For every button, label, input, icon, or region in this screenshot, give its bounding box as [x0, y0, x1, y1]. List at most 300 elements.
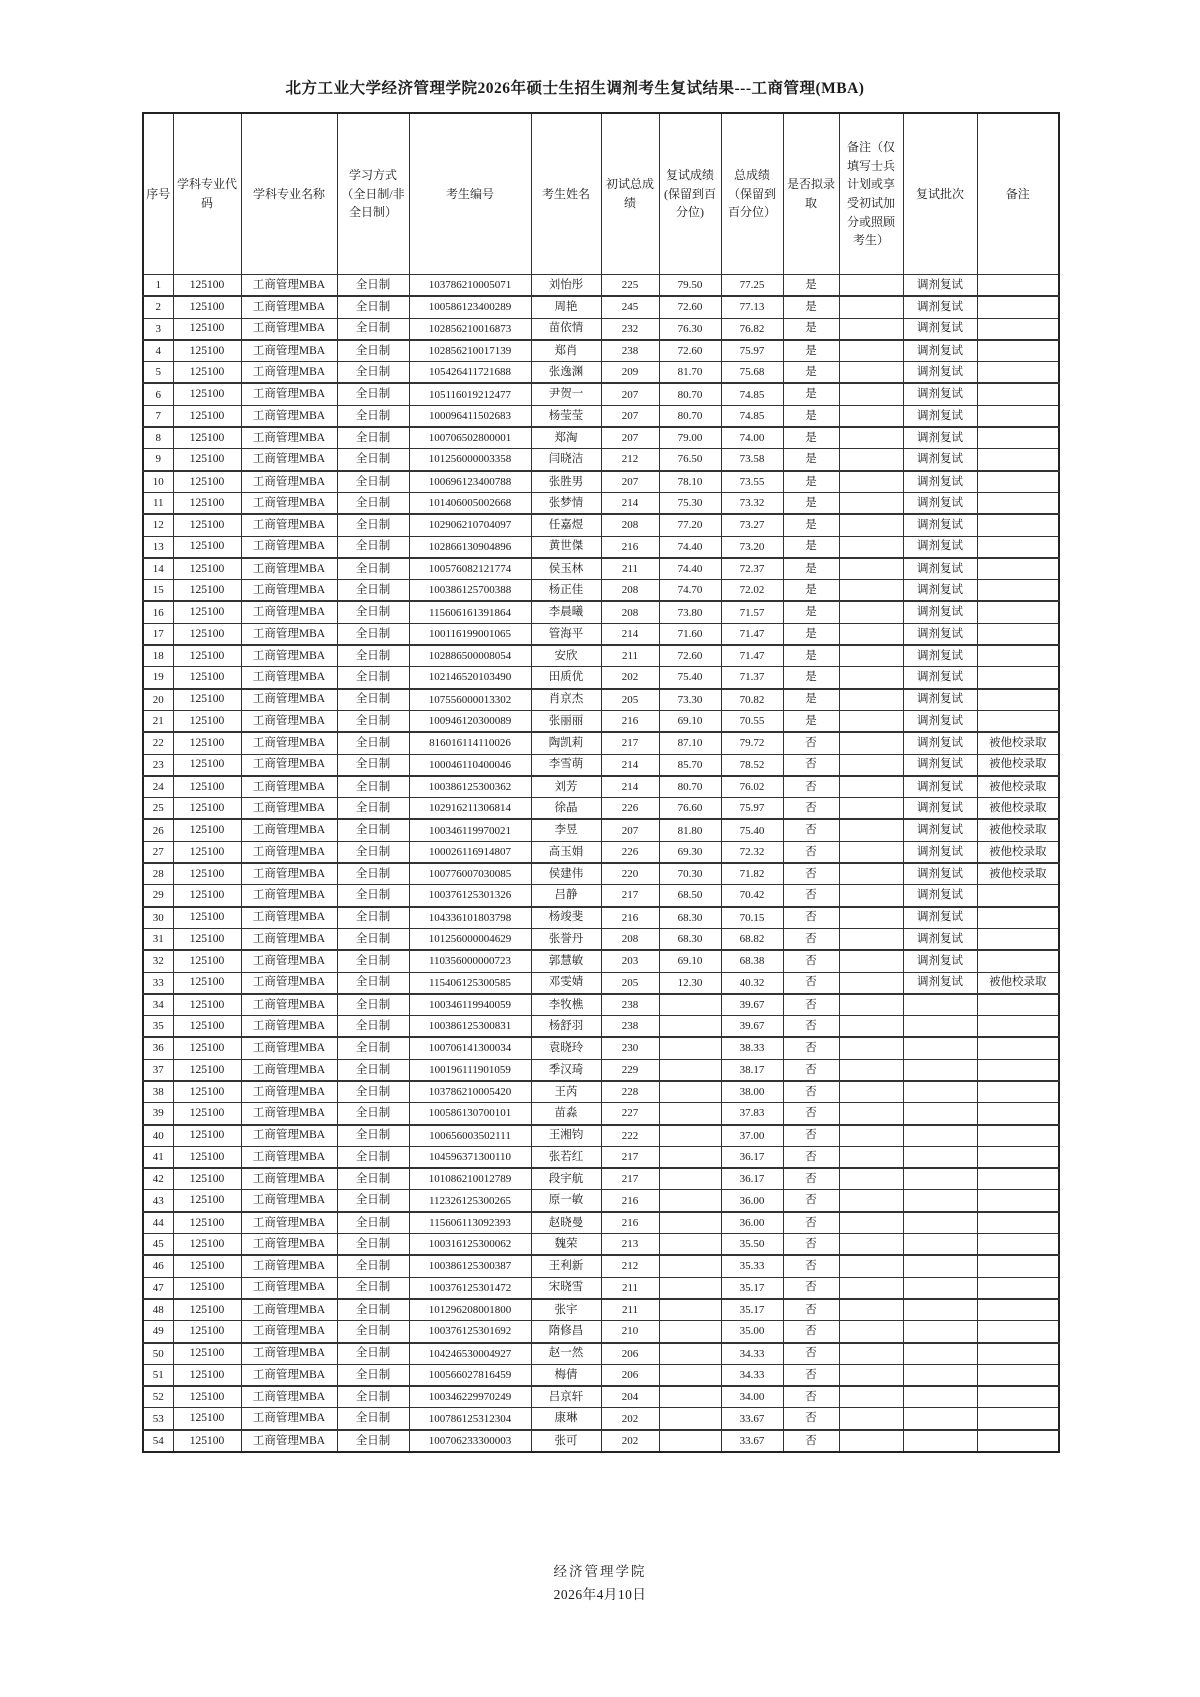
cell-note [977, 907, 1059, 929]
cell-study-mode: 全日制 [337, 732, 409, 754]
cell-note-special [839, 1190, 903, 1212]
cell-admitted: 否 [783, 1059, 839, 1081]
cell-initial-score: 206 [601, 1364, 659, 1386]
cell-subject-name: 工商管理MBA [241, 1408, 337, 1430]
cell-initial-score: 226 [601, 841, 659, 863]
table-row [143, 776, 1059, 798]
cell-candidate-id: 112326125300265 [409, 1190, 531, 1212]
cell-candidate-id: 115606113092393 [409, 1212, 531, 1234]
cell-subject-name: 工商管理MBA [241, 645, 337, 667]
cell-note-special [839, 449, 903, 471]
cell-admitted: 否 [783, 928, 839, 950]
cell-subject-code: 125100 [173, 1212, 241, 1234]
cell-subject-name: 工商管理MBA [241, 1016, 337, 1038]
cell-retest-batch: 调剂复试 [903, 449, 977, 471]
cell-note-special [839, 296, 903, 318]
cell-subject-name: 工商管理MBA [241, 1277, 337, 1299]
cell-note [977, 580, 1059, 602]
cell-subject-code: 125100 [173, 972, 241, 994]
cell-subject-name: 工商管理MBA [241, 1037, 337, 1059]
cell-candidate-name: 李昱 [531, 819, 601, 841]
cell-total-score: 75.40 [721, 819, 783, 841]
cell-note-special [839, 1146, 903, 1168]
cell-note-special [839, 1059, 903, 1081]
cell-candidate-id: 100706141300034 [409, 1037, 531, 1059]
cell-initial-score: 211 [601, 645, 659, 667]
cell-subject-name: 工商管理MBA [241, 732, 337, 754]
cell-total-score: 36.00 [721, 1190, 783, 1212]
cell-retest-score: 74.40 [659, 558, 721, 580]
table-row [143, 558, 1059, 580]
cell-total-score: 36.00 [721, 1212, 783, 1234]
cell-note-special [839, 492, 903, 514]
cell-index: 21 [143, 710, 173, 732]
cell-retest-score: 76.60 [659, 798, 721, 820]
cell-retest-batch: 调剂复试 [903, 863, 977, 885]
cell-index: 8 [143, 427, 173, 449]
cell-admitted: 是 [783, 296, 839, 318]
cell-note-special [839, 1125, 903, 1147]
cell-retest-score: 77.20 [659, 514, 721, 536]
cell-admitted: 是 [783, 427, 839, 449]
cell-admitted: 否 [783, 1190, 839, 1212]
table-row [143, 732, 1059, 754]
cell-index: 28 [143, 863, 173, 885]
cell-subject-name: 工商管理MBA [241, 1234, 337, 1256]
cell-retest-batch [903, 1146, 977, 1168]
cell-subject-name: 工商管理MBA [241, 841, 337, 863]
cell-retest-score: 80.70 [659, 405, 721, 427]
cell-study-mode: 全日制 [337, 1103, 409, 1125]
cell-candidate-id: 102856210016873 [409, 318, 531, 340]
cell-note-special [839, 1386, 903, 1408]
cell-note [977, 623, 1059, 645]
cell-subject-name: 工商管理MBA [241, 536, 337, 558]
cell-initial-score: 208 [601, 514, 659, 536]
cell-candidate-name: 吕京轩 [531, 1386, 601, 1408]
cell-total-score: 35.33 [721, 1255, 783, 1277]
cell-subject-name: 工商管理MBA [241, 362, 337, 384]
cell-candidate-name: 王利新 [531, 1255, 601, 1277]
cell-candidate-id: 100586130700101 [409, 1103, 531, 1125]
table-row [143, 580, 1059, 602]
cell-retest-batch [903, 1016, 977, 1038]
cell-admitted: 否 [783, 1364, 839, 1386]
cell-index: 44 [143, 1212, 173, 1234]
cell-total-score: 71.47 [721, 623, 783, 645]
table-row [143, 885, 1059, 907]
cell-total-score: 40.32 [721, 972, 783, 994]
cell-note [977, 405, 1059, 427]
cell-candidate-id: 100346119970021 [409, 819, 531, 841]
cell-note [977, 1234, 1059, 1256]
cell-subject-name: 工商管理MBA [241, 950, 337, 972]
table-row [143, 318, 1059, 340]
cell-retest-batch: 调剂复试 [903, 798, 977, 820]
cell-candidate-id: 100946120300089 [409, 710, 531, 732]
cell-retest-batch: 调剂复试 [903, 536, 977, 558]
cell-retest-batch: 调剂复试 [903, 689, 977, 711]
cell-admitted: 否 [783, 776, 839, 798]
cell-subject-code: 125100 [173, 1016, 241, 1038]
cell-subject-code: 125100 [173, 1190, 241, 1212]
cell-retest-score: 73.30 [659, 689, 721, 711]
cell-index: 7 [143, 405, 173, 427]
cell-study-mode: 全日制 [337, 710, 409, 732]
cell-retest-batch [903, 1343, 977, 1365]
cell-initial-score: 202 [601, 667, 659, 689]
cell-subject-name: 工商管理MBA [241, 449, 337, 471]
cell-subject-name: 工商管理MBA [241, 340, 337, 362]
cell-note-special [839, 667, 903, 689]
cell-study-mode: 全日制 [337, 1364, 409, 1386]
cell-subject-code: 125100 [173, 1103, 241, 1125]
cell-admitted: 是 [783, 536, 839, 558]
cell-admitted: 否 [783, 907, 839, 929]
cell-retest-score: 76.50 [659, 449, 721, 471]
cell-retest-score: 78.10 [659, 471, 721, 493]
cell-study-mode: 全日制 [337, 405, 409, 427]
cell-subject-name: 工商管理MBA [241, 427, 337, 449]
cell-admitted: 否 [783, 1146, 839, 1168]
cell-admitted: 否 [783, 798, 839, 820]
header-cell-col-note-special: 备注（仅填写士兵计划或享受初试加分或照顾考生） [839, 113, 903, 275]
cell-note-special [839, 1408, 903, 1430]
cell-note-special [839, 710, 903, 732]
cell-subject-code: 125100 [173, 1146, 241, 1168]
cell-total-score: 72.37 [721, 558, 783, 580]
cell-subject-name: 工商管理MBA [241, 863, 337, 885]
cell-retest-score [659, 1081, 721, 1103]
cell-subject-name: 工商管理MBA [241, 514, 337, 536]
cell-subject-name: 工商管理MBA [241, 1190, 337, 1212]
table-row [143, 754, 1059, 776]
cell-subject-code: 125100 [173, 340, 241, 362]
cell-retest-score [659, 1364, 721, 1386]
cell-initial-score: 214 [601, 492, 659, 514]
cell-candidate-id: 100116199001065 [409, 623, 531, 645]
cell-candidate-name: 张宇 [531, 1299, 601, 1321]
cell-admitted: 是 [783, 710, 839, 732]
cell-note [977, 1059, 1059, 1081]
cell-retest-score: 74.40 [659, 536, 721, 558]
cell-index: 31 [143, 928, 173, 950]
cell-study-mode: 全日制 [337, 1408, 409, 1430]
cell-subject-name: 工商管理MBA [241, 1321, 337, 1343]
cell-note [977, 558, 1059, 580]
cell-subject-name: 工商管理MBA [241, 667, 337, 689]
cell-subject-code: 125100 [173, 1408, 241, 1430]
table-row [143, 1125, 1059, 1147]
cell-study-mode: 全日制 [337, 645, 409, 667]
cell-retest-batch: 调剂复试 [903, 275, 977, 297]
cell-retest-score: 71.60 [659, 623, 721, 645]
cell-candidate-name: 季汉琦 [531, 1059, 601, 1081]
cell-subject-name: 工商管理MBA [241, 1081, 337, 1103]
cell-subject-code: 125100 [173, 1255, 241, 1277]
cell-retest-score: 81.70 [659, 362, 721, 384]
cell-admitted: 是 [783, 601, 839, 623]
cell-initial-score: 216 [601, 1190, 659, 1212]
cell-retest-batch [903, 1081, 977, 1103]
cell-subject-code: 125100 [173, 1277, 241, 1299]
cell-note: 被他校录取 [977, 776, 1059, 798]
cell-initial-score: 207 [601, 819, 659, 841]
cell-retest-score: 79.50 [659, 275, 721, 297]
table-row [143, 1168, 1059, 1190]
table-row [143, 623, 1059, 645]
cell-note [977, 1103, 1059, 1125]
cell-candidate-id: 100346229970249 [409, 1386, 531, 1408]
header-cell-col-candidate-name: 考生姓名 [531, 113, 601, 275]
cell-subject-name: 工商管理MBA [241, 689, 337, 711]
cell-total-score: 75.97 [721, 798, 783, 820]
cell-admitted: 否 [783, 863, 839, 885]
cell-initial-score: 211 [601, 1277, 659, 1299]
cell-note [977, 383, 1059, 405]
cell-note [977, 885, 1059, 907]
cell-retest-score: 87.10 [659, 732, 721, 754]
cell-total-score: 35.17 [721, 1277, 783, 1299]
cell-candidate-name: 张胜男 [531, 471, 601, 493]
header-cell-col-retest-score: 复试成绩(保留到百分位) [659, 113, 721, 275]
cell-index: 3 [143, 318, 173, 340]
cell-candidate-id: 100376125301326 [409, 885, 531, 907]
cell-subject-name: 工商管理MBA [241, 994, 337, 1016]
cell-candidate-name: 任嘉煜 [531, 514, 601, 536]
cell-note-special [839, 601, 903, 623]
footer-date: 2026年4月10日 [553, 1587, 647, 1602]
header-cell-col-index: 序号 [143, 113, 173, 275]
table-row [143, 1408, 1059, 1430]
cell-retest-batch: 调剂复试 [903, 492, 977, 514]
cell-initial-score: 216 [601, 1212, 659, 1234]
table-row [143, 340, 1059, 362]
cell-initial-score: 209 [601, 362, 659, 384]
cell-note-special [839, 776, 903, 798]
cell-total-score: 70.15 [721, 907, 783, 929]
cell-retest-score: 85.70 [659, 754, 721, 776]
cell-note [977, 318, 1059, 340]
cell-initial-score: 220 [601, 863, 659, 885]
cell-candidate-name: 徐晶 [531, 798, 601, 820]
cell-admitted: 否 [783, 1408, 839, 1430]
cell-note-special [839, 689, 903, 711]
cell-subject-code: 125100 [173, 536, 241, 558]
cell-note [977, 1081, 1059, 1103]
cell-note: 被他校录取 [977, 798, 1059, 820]
cell-total-score: 72.32 [721, 841, 783, 863]
cell-total-score: 35.50 [721, 1234, 783, 1256]
cell-candidate-id: 104336101803798 [409, 907, 531, 929]
cell-retest-score: 79.00 [659, 427, 721, 449]
cell-note-special [839, 1037, 903, 1059]
cell-note-special [839, 362, 903, 384]
cell-candidate-id: 101086210012789 [409, 1168, 531, 1190]
cell-initial-score: 228 [601, 1081, 659, 1103]
cell-subject-code: 125100 [173, 710, 241, 732]
cell-candidate-id: 100586123400289 [409, 296, 531, 318]
cell-candidate-name: 梅倩 [531, 1364, 601, 1386]
cell-admitted: 是 [783, 383, 839, 405]
cell-total-score: 75.68 [721, 362, 783, 384]
cell-admitted: 否 [783, 1321, 839, 1343]
cell-candidate-name: 闫晓洁 [531, 449, 601, 471]
cell-study-mode: 全日制 [337, 340, 409, 362]
cell-admitted: 否 [783, 1299, 839, 1321]
cell-admitted: 否 [783, 1016, 839, 1038]
table-row [143, 536, 1059, 558]
cell-admitted: 否 [783, 732, 839, 754]
cell-candidate-name: 魏荣 [531, 1234, 601, 1256]
cell-note [977, 1146, 1059, 1168]
table-row [143, 471, 1059, 493]
cell-admitted: 是 [783, 667, 839, 689]
cell-note-special [839, 536, 903, 558]
cell-candidate-id: 110356000000723 [409, 950, 531, 972]
cell-retest-score: 80.70 [659, 776, 721, 798]
cell-subject-code: 125100 [173, 427, 241, 449]
cell-candidate-id: 115606161391864 [409, 601, 531, 623]
cell-initial-score: 217 [601, 1168, 659, 1190]
table-row [143, 275, 1059, 297]
cell-index: 27 [143, 841, 173, 863]
cell-retest-batch [903, 1299, 977, 1321]
cell-index: 20 [143, 689, 173, 711]
cell-candidate-id: 105116019212477 [409, 383, 531, 405]
cell-subject-name: 工商管理MBA [241, 1255, 337, 1277]
cell-retest-batch: 调剂复试 [903, 710, 977, 732]
cell-initial-score: 211 [601, 558, 659, 580]
cell-retest-batch [903, 1408, 977, 1430]
cell-retest-score [659, 1016, 721, 1038]
cell-retest-batch: 调剂复试 [903, 558, 977, 580]
cell-candidate-id: 100706233300003 [409, 1430, 531, 1452]
cell-study-mode: 全日制 [337, 449, 409, 471]
table-row [143, 449, 1059, 471]
cell-subject-name: 工商管理MBA [241, 601, 337, 623]
cell-note-special [839, 1016, 903, 1038]
cell-retest-batch: 调剂复试 [903, 950, 977, 972]
cell-initial-score: 207 [601, 427, 659, 449]
cell-candidate-id: 100376125301692 [409, 1321, 531, 1343]
cell-retest-score [659, 1059, 721, 1081]
cell-candidate-id: 100386125300362 [409, 776, 531, 798]
cell-initial-score: 232 [601, 318, 659, 340]
cell-study-mode: 全日制 [337, 776, 409, 798]
cell-subject-code: 125100 [173, 732, 241, 754]
cell-subject-code: 125100 [173, 1059, 241, 1081]
cell-initial-score: 208 [601, 928, 659, 950]
table-row [143, 1277, 1059, 1299]
cell-note [977, 275, 1059, 297]
cell-initial-score: 216 [601, 536, 659, 558]
cell-admitted: 否 [783, 1103, 839, 1125]
cell-note [977, 950, 1059, 972]
cell-index: 39 [143, 1103, 173, 1125]
cell-admitted: 是 [783, 405, 839, 427]
cell-subject-code: 125100 [173, 1299, 241, 1321]
cell-total-score: 73.55 [721, 471, 783, 493]
header-cell-col-initial-score: 初试总成绩 [601, 113, 659, 275]
cell-retest-score: 76.30 [659, 318, 721, 340]
cell-initial-score: 214 [601, 754, 659, 776]
cell-subject-name: 工商管理MBA [241, 907, 337, 929]
cell-total-score: 34.33 [721, 1343, 783, 1365]
cell-retest-batch [903, 994, 977, 1016]
cell-study-mode: 全日制 [337, 689, 409, 711]
cell-total-score: 76.02 [721, 776, 783, 798]
table-row [143, 798, 1059, 820]
cell-admitted: 否 [783, 1255, 839, 1277]
table-row [143, 645, 1059, 667]
cell-retest-batch: 调剂复试 [903, 362, 977, 384]
cell-retest-batch [903, 1386, 977, 1408]
cell-retest-score: 81.80 [659, 819, 721, 841]
cell-note-special [839, 928, 903, 950]
cell-total-score: 70.55 [721, 710, 783, 732]
cell-total-score: 77.25 [721, 275, 783, 297]
cell-initial-score: 212 [601, 1255, 659, 1277]
cell-note [977, 1386, 1059, 1408]
cell-index: 53 [143, 1408, 173, 1430]
table-row [143, 667, 1059, 689]
cell-retest-score: 72.60 [659, 645, 721, 667]
cell-candidate-name: 苗淼 [531, 1103, 601, 1125]
cell-subject-name: 工商管理MBA [241, 1299, 337, 1321]
cell-initial-score: 207 [601, 383, 659, 405]
cell-note-special [839, 1321, 903, 1343]
cell-study-mode: 全日制 [337, 667, 409, 689]
table-row [143, 1299, 1059, 1321]
cell-subject-code: 125100 [173, 1234, 241, 1256]
cell-subject-code: 125100 [173, 471, 241, 493]
cell-retest-score [659, 1234, 721, 1256]
cell-index: 38 [143, 1081, 173, 1103]
cell-candidate-id: 107556000013302 [409, 689, 531, 711]
cell-admitted: 否 [783, 1343, 839, 1365]
cell-initial-score: 229 [601, 1059, 659, 1081]
cell-admitted: 否 [783, 1037, 839, 1059]
cell-candidate-id: 104246530004927 [409, 1343, 531, 1365]
cell-note-special [839, 645, 903, 667]
cell-index: 47 [143, 1277, 173, 1299]
cell-study-mode: 全日制 [337, 492, 409, 514]
cell-candidate-name: 段宇航 [531, 1168, 601, 1190]
cell-total-score: 73.27 [721, 514, 783, 536]
table-row [143, 1190, 1059, 1212]
cell-total-score: 79.72 [721, 732, 783, 754]
cell-note [977, 689, 1059, 711]
cell-index: 17 [143, 623, 173, 645]
cell-total-score: 71.47 [721, 645, 783, 667]
cell-retest-score: 69.10 [659, 950, 721, 972]
table-row [143, 1146, 1059, 1168]
cell-initial-score: 227 [601, 1103, 659, 1125]
cell-note: 被他校录取 [977, 819, 1059, 841]
cell-candidate-name: 高玉娟 [531, 841, 601, 863]
cell-subject-code: 125100 [173, 907, 241, 929]
cell-admitted: 是 [783, 689, 839, 711]
cell-total-score: 36.17 [721, 1168, 783, 1190]
cell-subject-code: 125100 [173, 1168, 241, 1190]
cell-note-special [839, 1277, 903, 1299]
cell-study-mode: 全日制 [337, 580, 409, 602]
cell-initial-score: 203 [601, 950, 659, 972]
cell-retest-batch [903, 1234, 977, 1256]
cell-retest-batch: 调剂复试 [903, 427, 977, 449]
cell-study-mode: 全日制 [337, 1212, 409, 1234]
